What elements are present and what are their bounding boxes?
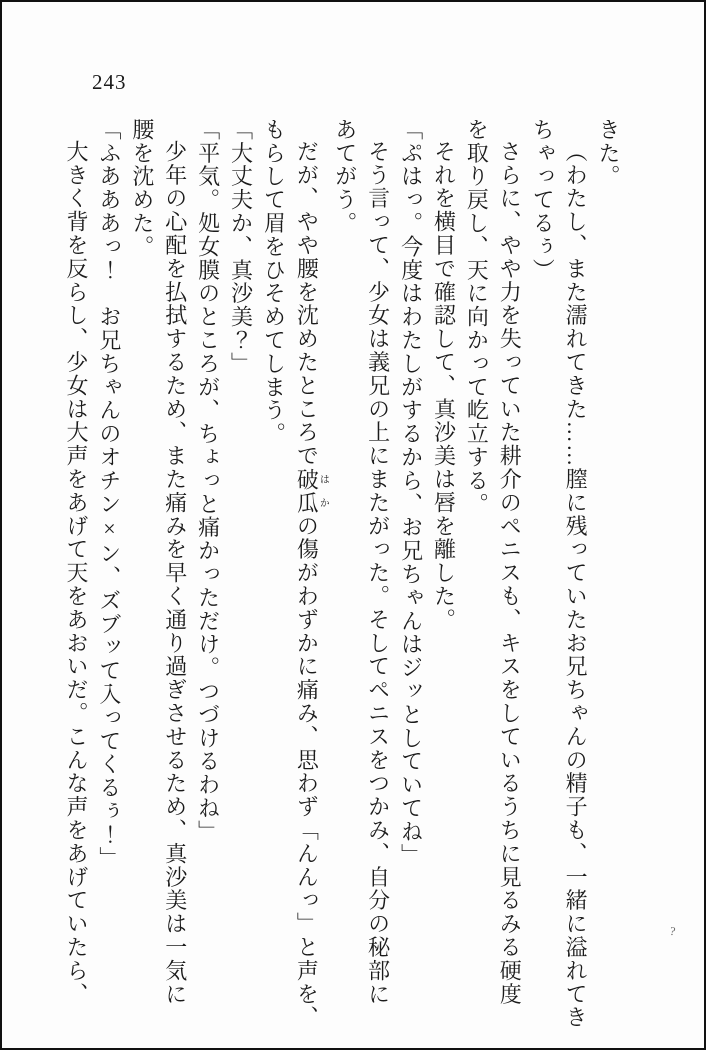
text-column: 少年の心配を払拭するため、また痛みを早く通り過ぎさせるため、真沙美は一気に [162, 140, 188, 1006]
text-column: そう言って、少女は義兄の上にまたがった。そしてペニスをつかみ、自分の秘部に [365, 140, 391, 1006]
text-column: 腰を沈めた。 [129, 118, 155, 259]
scan-artifact: ? [669, 923, 677, 939]
text-column: 「大丈夫か、真沙美？」 [228, 118, 254, 376]
text-columns [64, 118, 624, 1036]
text-column: 「平気。処女膜のところが、ちょっと痛かっただけ。つづけるわね」 [195, 118, 221, 844]
text-column: もらして眉をひそめてしまう。 [261, 118, 287, 446]
text-column: きた。 [596, 118, 621, 189]
text-column: 「ふあああっ！ お兄ちゃんのオチン×ン、ズブッて入ってくるぅ！」 [96, 118, 122, 870]
text-column: あてがう。 [332, 118, 358, 235]
page-number: 243 [92, 70, 127, 94]
text-column: （わたし、また濡れてきた……膣に残っていたお兄ちゃんの精子も、一緒に溢れてき [563, 140, 589, 1030]
text-column: だが、やや腰を沈めたところで破瓜はかの傷がわずかに痛み、思わず「んんっ」と声を、 [294, 140, 329, 1030]
text-column: 大きく背を反らし、少女は大声をあげて天をあおいだ。こんな声をあげていたら、 [64, 140, 89, 1006]
text-column: ちゃってるぅ） [530, 118, 556, 282]
text-column: さらに、やや力を失っていた耕介のペニスも、キスをしているうちに見るみる硬度 [497, 140, 523, 1006]
text-column: 「ぷはっ。今度はわたしがするから、お兄ちゃんはジッとしていてね」 [398, 118, 424, 867]
text-column: それを横目で確認して、真沙美は唇を離した。 [431, 140, 457, 632]
text-column: を取り戻し、天に向かって屹立する。 [464, 118, 490, 516]
